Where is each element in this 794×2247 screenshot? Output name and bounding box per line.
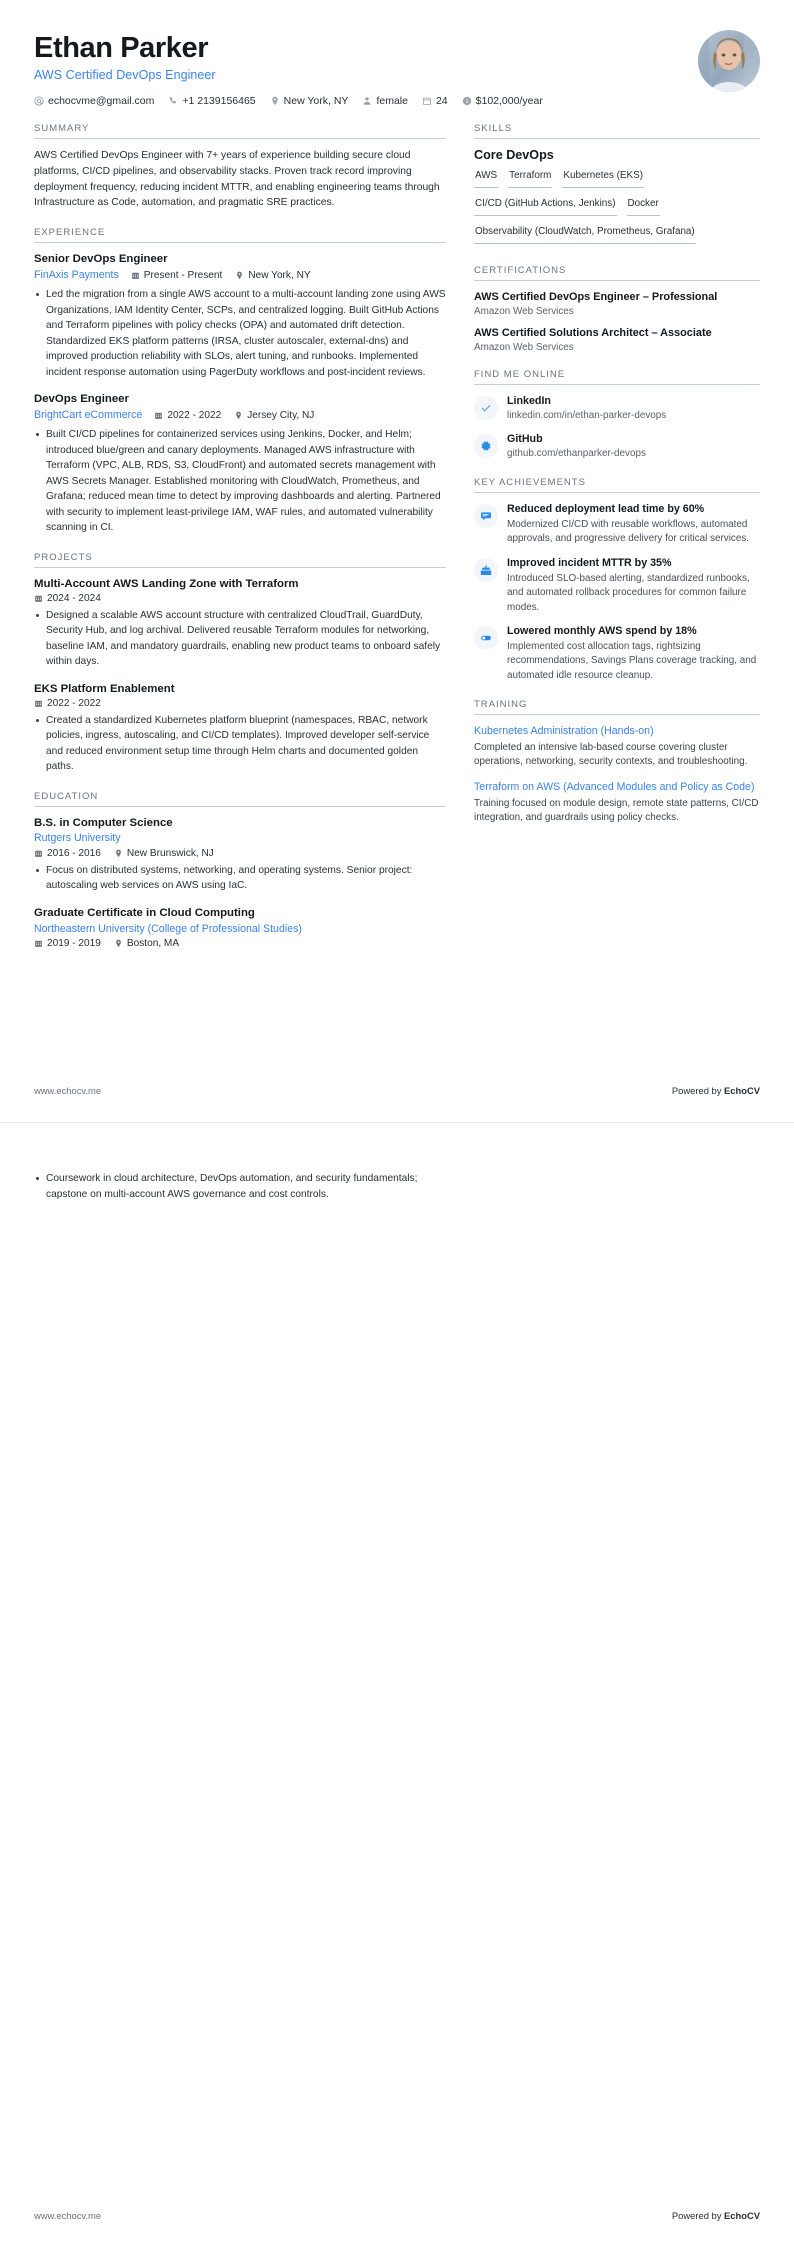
section-find-me-online: [474, 369, 760, 461]
avatar: [698, 30, 760, 92]
calendar-icon: [154, 411, 163, 420]
education-dates: [34, 848, 101, 859]
contact-age-value: 24: [435, 95, 448, 108]
location-pin-icon: [270, 96, 280, 106]
footer-brand-name: EchoCV: [724, 2210, 760, 2221]
education-school[interactable]: Northeastern University (College of Professional Studies): [34, 922, 302, 935]
section-title-certifications: CERTIFICATIONS: [474, 265, 567, 277]
skill-tag: CI/CD (GitHub Actions, Jenkins): [474, 197, 617, 216]
achievement-body: [507, 624, 760, 683]
social-link-url[interactable]: github.com/ethanparker-devops: [507, 447, 646, 459]
project-dates: [34, 593, 101, 604]
education-degree: Graduate Certificate in Cloud Computing: [34, 906, 255, 919]
project-bullets: [34, 713, 446, 775]
skill-tag: Observability (CloudWatch, Prometheus, Grafana): [474, 225, 696, 244]
footer-powered-by: [672, 1085, 760, 1096]
education-bullets-continued: [34, 1171, 446, 1202]
calendar-icon: [131, 271, 140, 280]
section-education: [34, 791, 446, 949]
experience-role: DevOps Engineer: [34, 393, 129, 406]
training-item: [474, 780, 760, 826]
toggle-icon: [474, 626, 498, 650]
section-rule: [474, 492, 760, 493]
training-description: Training focused on module design, remote state patterns, CI/CD integration, and guardrails using policy checks.: [474, 797, 759, 824]
social-link-body: [507, 432, 760, 461]
contact-salary: [462, 95, 543, 107]
section-rule: [34, 138, 446, 139]
education-location: [114, 938, 179, 949]
resume-header: [34, 28, 760, 107]
education-meta-row: [34, 938, 446, 949]
contact-age: [422, 95, 448, 107]
education-entry: [34, 816, 446, 894]
achievement-description: Implemented cost allocation tags, rightsizing recommendations, Savings Plans coverage tracking, and automated idle resource cleanup.: [507, 641, 757, 681]
achievement-title: Improved incident MTTR by 35%: [507, 556, 672, 569]
skill-tag: Docker: [627, 197, 660, 216]
header-text-block: [34, 28, 557, 107]
contact-phone-value: +1 2139156465: [182, 95, 256, 108]
phone-icon: [168, 96, 178, 106]
training-name[interactable]: Kubernetes Administration (Hands-on): [474, 725, 654, 738]
achievement-title: Reduced deployment lead time by 60%: [507, 502, 705, 515]
project-dates-value: 2022 - 2022: [47, 697, 101, 709]
section-summary: [34, 123, 446, 211]
resume-columns-page2: [34, 1161, 760, 1204]
bullet-item: Coursework in cloud architecture, DevOps automation, and security fundamentals; capstone on multi-account AWS governance and cost controls.: [34, 1171, 446, 1202]
contact-salary-value: $102,000/year: [475, 95, 543, 108]
section-title-summary: SUMMARY: [34, 123, 90, 135]
bullet-item: Designed a scalable AWS account structure with centralized CloudTrail, GuardDuty, Security Hub, and log archival. Delivered reusable Terraform modules for networking, baseline IAM, and mandatory guardrails, enabling new product teams to onboard safely within days.: [34, 608, 446, 670]
education-dates: [34, 938, 101, 949]
training-description: Completed an intensive lab-based course covering cluster operations, networking, security contexts, and troubleshooting.: [474, 741, 748, 768]
page-footer: [34, 2202, 760, 2221]
person-icon: [362, 96, 372, 106]
info-circle-icon: [462, 96, 472, 106]
calendar-icon: [34, 939, 43, 948]
section-rule: [474, 714, 760, 715]
training-item: [474, 724, 760, 770]
section-title-find-me-online: FIND ME ONLINE: [474, 368, 566, 380]
skill-tag: AWS: [474, 169, 498, 188]
location-pin-icon: [114, 849, 123, 858]
resume-columns: [34, 123, 760, 964]
section-title-projects: PROJECTS: [34, 551, 93, 563]
education-school[interactable]: Rutgers University: [34, 832, 121, 845]
achievement-body: [507, 556, 760, 615]
section-rule: [474, 280, 760, 281]
candidate-headline: AWS Certified DevOps Engineer: [34, 68, 216, 83]
footer-powered-prefix: Powered by: [671, 2210, 725, 2221]
achievement-description: Modernized CI/CD with reusable workflows, automated approvals, and progressive delivery for critical services.: [507, 519, 750, 545]
experience-location: [234, 410, 314, 421]
education-meta-row: [34, 848, 446, 859]
section-rule: [474, 138, 760, 139]
education-bullets: [34, 863, 446, 894]
experience-meta-row: [34, 268, 446, 283]
left-column: [34, 123, 446, 964]
achievement-title: Lowered monthly AWS spend by 18%: [507, 624, 697, 637]
speech-bubble-icon: [474, 504, 498, 528]
section-certifications: [474, 265, 760, 352]
location-pin-icon: [234, 411, 243, 420]
project-dates-value: 2024 - 2024: [47, 592, 101, 604]
location-pin-icon: [235, 271, 244, 280]
achievement-description: Introduced SLO-based alerting, standardized runbooks, and automated rollback procedures for common failure modes.: [507, 572, 750, 613]
contact-row: [34, 95, 557, 107]
experience-entry: [34, 252, 446, 380]
project-dates: [34, 698, 101, 709]
experience-role: Senior DevOps Engineer: [34, 253, 168, 266]
gear-icon: [474, 434, 498, 458]
section-title-key-achievements: KEY ACHIEVEMENTS: [474, 476, 586, 488]
section-key-achievements: [474, 477, 760, 683]
skill-group-name: Core DevOps: [474, 148, 554, 163]
footer-powered-by: [672, 2210, 760, 2221]
education-location: [114, 848, 214, 859]
experience-dates-value: Present - Present: [143, 270, 223, 282]
project-name: Multi-Account AWS Landing Zone with Terraform: [34, 577, 299, 590]
project-meta-row: [34, 593, 446, 604]
education-location-value: New Brunswick, NJ: [126, 847, 214, 859]
candidate-name: Ethan Parker: [34, 32, 209, 64]
experience-location-value: New York, NY: [248, 270, 311, 282]
contact-email[interactable]: [34, 95, 154, 107]
resume-page-1: [0, 0, 794, 1122]
certification-name: AWS Certified Solutions Architect – Associate: [474, 326, 712, 339]
section-projects: [34, 552, 446, 775]
social-link-label: LinkedIn: [507, 394, 551, 407]
contact-phone[interactable]: [168, 95, 255, 107]
footer-brand-name: EchoCV: [724, 1085, 760, 1096]
footer-site[interactable]: www.echocv.me: [34, 2210, 102, 2221]
project-name: EKS Platform Enablement: [34, 682, 175, 695]
bullet-item: Created a standardized Kubernetes platform blueprint (namespaces, RBAC, network policies, ingress, autoscaling, and CI/CD templates). Improved developer self-service and reduced environment setup time through Helm charts and documented golden paths.: [34, 713, 446, 775]
contact-gender: [362, 95, 408, 107]
project-meta-row: [34, 698, 446, 709]
skill-tag-list: [474, 169, 760, 249]
certification-item: [474, 326, 760, 353]
certification-issuer: Amazon Web Services: [474, 341, 574, 353]
resume-page-2: [0, 1123, 794, 2247]
social-link-body: [507, 394, 760, 423]
experience-dates: [131, 270, 223, 281]
certification-name: AWS Certified DevOps Engineer – Professional: [474, 291, 718, 304]
social-link-url[interactable]: linkedin.com/in/ethan-parker-devops: [507, 409, 667, 421]
email-icon: [34, 96, 44, 106]
section-rule: [34, 242, 446, 243]
education-dates-value: 2019 - 2019: [47, 937, 101, 949]
bullet-item: Led the migration from a single AWS account to a multi-account landing zone using AWS Organizations, IAM Identity Center, SCPs, and centralized logging. Built GitHub Actions and Terraform pipelines with policy checks (OPA) and automated drift detection. Standardized EKS platform patterns (IRSA, cluster autoscaler, external-dns) and improved production reliability with SLOs, alert tuning, and runbooks. Implemented incident response automation using PagerDuty workflows and post-incident reviews.: [34, 287, 446, 380]
project-entry: [34, 682, 446, 775]
education-degree: B.S. in Computer Science: [34, 816, 173, 829]
section-title-experience: EXPERIENCE: [34, 227, 106, 239]
project-bullets: [34, 608, 446, 670]
section-rule: [34, 567, 446, 568]
social-link-label: GitHub: [507, 432, 543, 445]
right-column: [474, 123, 760, 842]
section-title-education: EDUCATION: [34, 790, 99, 802]
summary-text: AWS Certified DevOps Engineer with 7+ years of experience building secure cloud platforms, CI/CD pipelines, and observability stacks. Proven track record improving deployment frequency, reducing incident MTTR, and enabling engineering teams through Infrastructure as Code, automation, and pragmatic SRE practices.: [34, 150, 440, 209]
experience-company[interactable]: BrightCart eCommerce: [34, 409, 143, 422]
education-location-value: Boston, MA: [126, 937, 180, 949]
achievement-item: [474, 556, 760, 615]
experience-entry: [34, 392, 446, 536]
education-entry: [34, 906, 446, 949]
skill-tag: Terraform: [508, 169, 552, 188]
skill-tag: Kubernetes (EKS): [562, 169, 644, 188]
left-column-page2: [34, 1167, 446, 1204]
location-pin-icon: [114, 939, 123, 948]
check-icon: [474, 396, 498, 420]
project-entry: [34, 577, 446, 670]
social-link-github[interactable]: [474, 432, 760, 461]
footer-site[interactable]: www.echocv.me: [34, 1085, 102, 1096]
achievement-item: [474, 502, 760, 547]
section-training: [474, 699, 760, 826]
page-footer: [34, 1077, 760, 1096]
section-rule: [34, 806, 446, 807]
experience-dates: [154, 410, 221, 421]
footer-powered-prefix: Powered by: [671, 1085, 725, 1096]
experience-company[interactable]: FinAxis Payments: [34, 268, 119, 281]
experience-location-value: Jersey City, NJ: [247, 410, 315, 422]
section-title-training: TRAINING: [474, 699, 528, 711]
section-rule: [474, 384, 760, 385]
section-experience: [34, 227, 446, 536]
section-skills: [474, 123, 760, 249]
experience-dates-value: 2022 - 2022: [167, 410, 222, 422]
contact-gender-value: female: [376, 95, 408, 108]
calendar-icon: [34, 699, 43, 708]
experience-bullets: [34, 287, 446, 380]
certification-issuer: Amazon Web Services: [474, 305, 574, 317]
section-title-skills: SKILLS: [474, 123, 513, 135]
calendar-icon: [34, 594, 43, 603]
achievement-body: [507, 502, 760, 547]
social-link-linkedin[interactable]: [474, 394, 760, 423]
contact-email-value: echocvme@gmail.com: [48, 95, 155, 108]
calendar-icon: [34, 849, 43, 858]
education-dates-value: 2016 - 2016: [47, 847, 101, 859]
contact-location: [270, 95, 349, 107]
achievement-item: [474, 624, 760, 683]
calendar-icon: [422, 96, 432, 106]
bullet-item: Focus on distributed systems, networking, and operating systems. Senior project: autoscaling web services on AWS using IaC.: [34, 863, 446, 894]
experience-meta-row: [34, 408, 446, 423]
experience-bullets: [34, 427, 446, 536]
certification-item: [474, 290, 760, 317]
contact-location-value: New York, NY: [283, 95, 349, 108]
bullet-item: Built CI/CD pipelines for containerized services using Jenkins, Docker, and Helm; introduced blue/green and canary deployments. Managed AWS infrastructure with Terraform (VPC, ALB, RDS, S3, CloudFront) and automated secrets management with AWS Secrets Manager. Established monitoring with CloudWatch, Prometheus, and Grafana; reduced mean time to detect by improving dashboards and alerting. Partnered with security to implement least-privilege IAM, WAF rules, and automated vulnerability scanning in CI.: [34, 427, 446, 536]
experience-location: [235, 270, 310, 281]
training-name[interactable]: Terraform on AWS (Advanced Modules and Policy as Code): [474, 781, 755, 794]
cake-icon: [474, 558, 498, 582]
